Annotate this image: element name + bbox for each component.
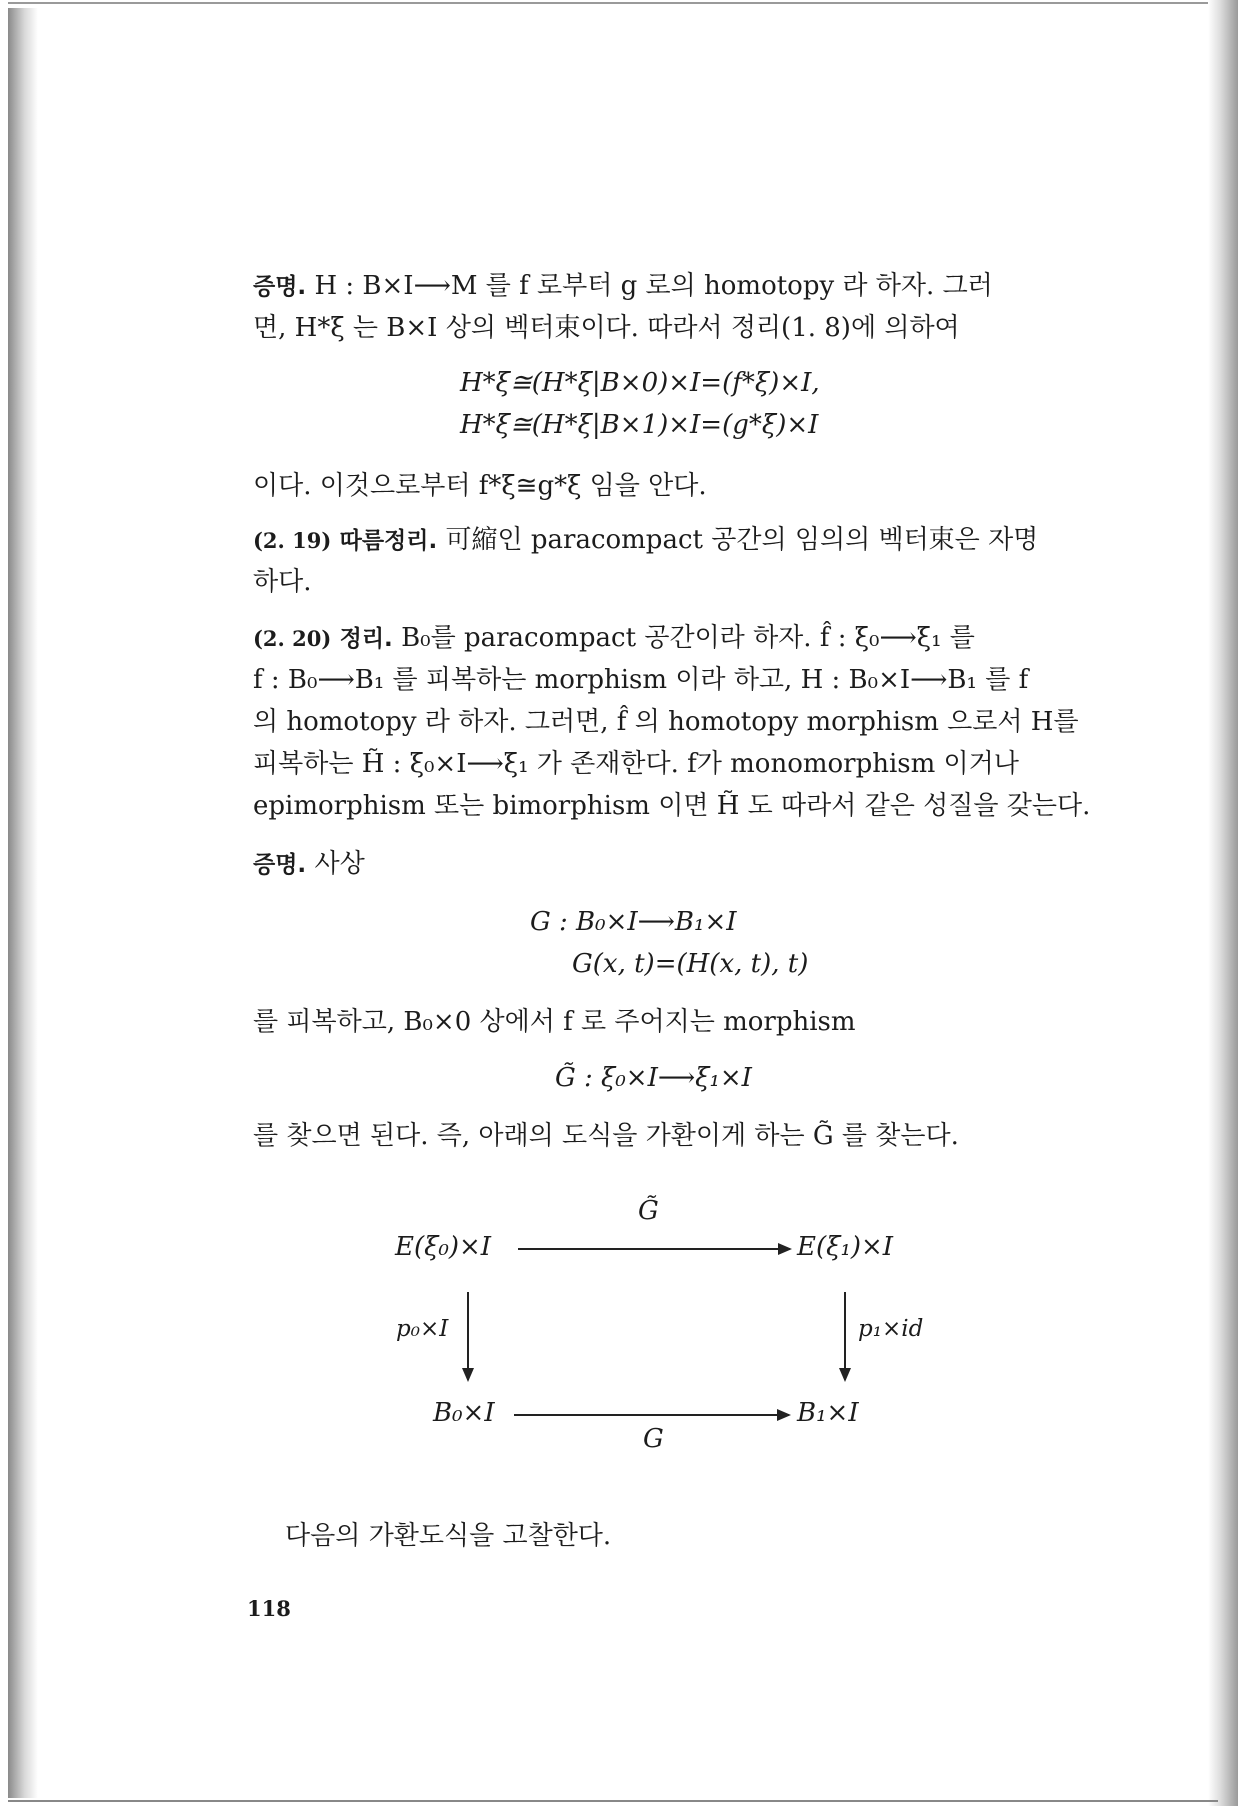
theorem-line5: epimorphism 또는 bimorphism 이면 H̃ 도 따라서 같은 성질을 갖는다. xyxy=(253,791,1091,821)
proof2-equation2: G(x, t)=(H(x, t), t) xyxy=(572,949,809,979)
proof1-line3: 이다. 이것으로부터 f*ξ≅g*ξ 임을 안다. xyxy=(253,471,707,501)
proof2-line0 xyxy=(253,846,365,883)
theorem-line4: 피복하는 H̃ : ξ₀×I⟶ξ₁ 가 존재한다. f가 monomorphism 이거나 xyxy=(253,749,1019,779)
theorem-number: (2. 20) xyxy=(253,626,332,651)
proof1-equation1: H*ξ≅(H*ξ|B×0)×I=(f*ξ)×I, xyxy=(460,368,820,398)
closing-line: 다음의 가환도식을 고찰한다. xyxy=(285,1521,612,1551)
diagram-right-arrow xyxy=(844,1292,846,1380)
proof2-text: 사상 xyxy=(314,849,365,879)
diagram-top-left: E(ξ₀)×I xyxy=(395,1232,492,1262)
diagram-left-arrow-label: p₀×I xyxy=(396,1316,449,1342)
page-number: 118 xyxy=(247,1596,291,1621)
page-shadow-right xyxy=(1208,0,1238,1806)
corollary-heading: 따름정리. xyxy=(339,528,438,554)
corollary-text1: 可縮인 paracompact 공간의 임의의 벡터束은 자명 xyxy=(445,525,1039,555)
proof2-equation1: G : B₀×I⟶B₁×I xyxy=(530,907,737,937)
theorem-line3: 의 homotopy 라 하자. 그러면, f̂ 의 homotopy morphism 으로서 H를 xyxy=(253,707,1079,737)
proof1-label: 증명. xyxy=(253,274,307,300)
diagram-bottom-arrow xyxy=(514,1414,789,1416)
diagram-bottom-right: B₁×I xyxy=(797,1398,859,1428)
proof2-line2: 를 찾으면 된다. 즉, 아래의 도식을 가환이게 하는 G̃ 를 찾는다. xyxy=(253,1121,959,1151)
diagram-top-right: E(ξ₁)×I xyxy=(797,1232,894,1262)
proof2-equation3: G̃ : ξ₀×I⟶ξ₁×I xyxy=(555,1063,752,1093)
diagram-bottom-left: B₀×I xyxy=(433,1398,495,1428)
diagram-right-arrow-label: p₁×id xyxy=(858,1316,924,1342)
proof1-line2: 면, H*ξ 는 B×I 상의 벡터束이다. 따라서 정리(1. 8)에 의하여 xyxy=(253,313,960,343)
theorem-text1: B₀를 paracompact 공간이라 하자. f̂ : ξ₀⟶ξ₁ 를 xyxy=(401,623,975,653)
diagram-left-arrow xyxy=(467,1292,469,1380)
proof1-equation2: H*ξ≅(H*ξ|B×1)×I=(g*ξ)×I xyxy=(460,410,819,440)
page-shadow-left xyxy=(8,8,38,1798)
proof2-line1: 를 피복하고, B₀×0 상에서 f 로 주어지는 morphism xyxy=(253,1007,856,1037)
proof1-text1: H : B×I⟶M 를 f 로부터 g 로의 homotopy 라 하자. 그러 xyxy=(314,271,993,301)
corollary-line2: 하다. xyxy=(253,567,312,597)
diagram-top-arrow xyxy=(518,1248,790,1250)
diagram-top-arrow-label: G̃ xyxy=(638,1196,659,1226)
theorem-heading: 정리. xyxy=(339,626,393,652)
proof1-line1 xyxy=(253,268,993,305)
corollary-number: (2. 19) xyxy=(253,528,332,553)
book-page xyxy=(40,0,1208,1806)
proof2-label: 증명. xyxy=(253,852,307,878)
corollary-line1 xyxy=(253,522,1038,559)
theorem-line2: f : B₀⟶B₁ 를 피복하는 morphism 이라 하고, H : B₀×I⟶B₁ 를 f xyxy=(253,665,1029,695)
diagram-bottom-arrow-label: G xyxy=(643,1424,664,1454)
theorem-line1 xyxy=(253,620,975,657)
